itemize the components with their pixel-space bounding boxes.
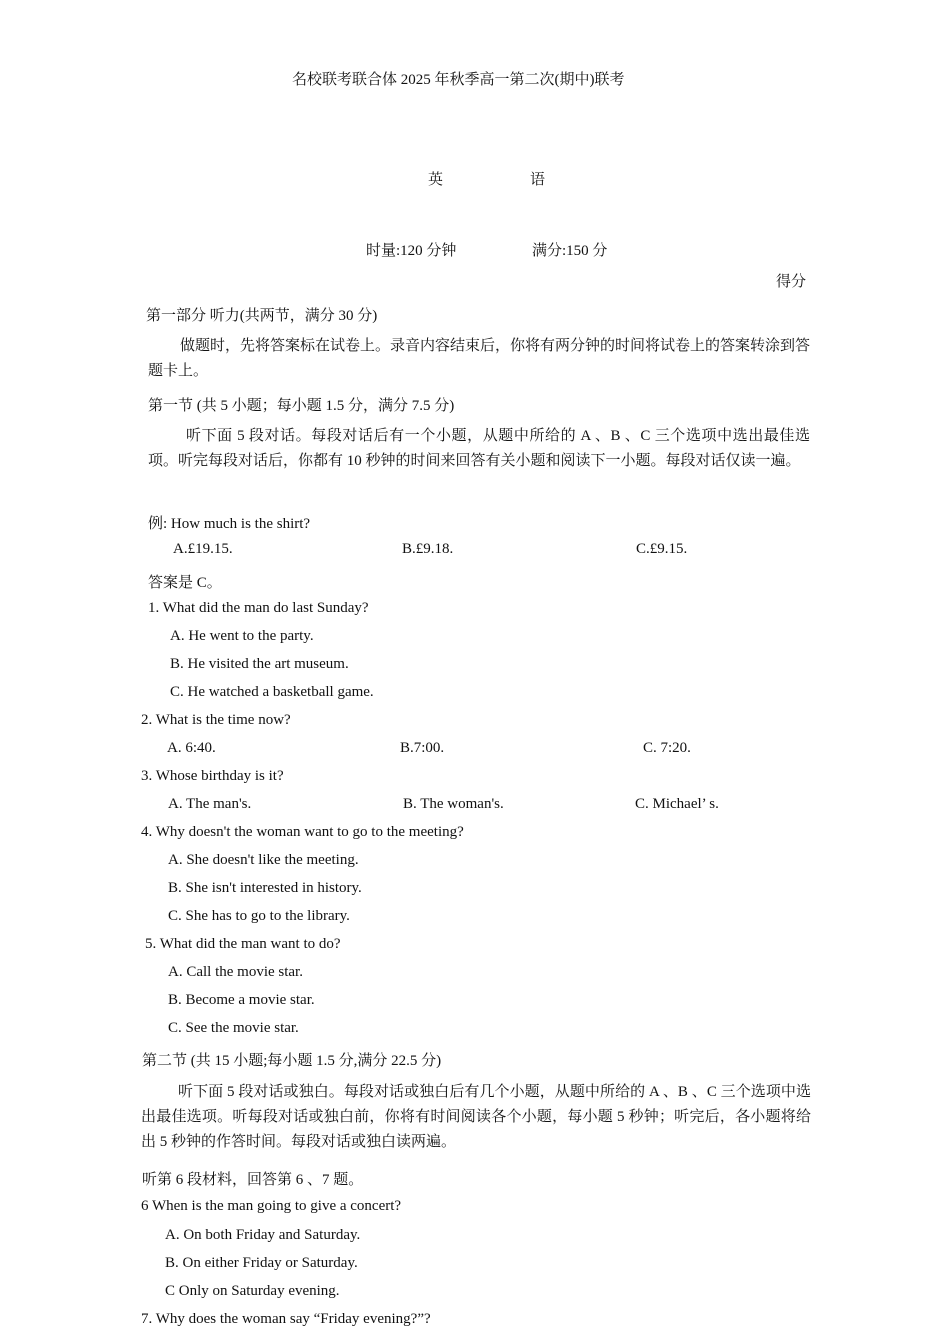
example-option-b: B.£9.18. xyxy=(402,541,454,557)
q1-option-c: C. He watched a basketball game. xyxy=(170,684,374,700)
q6-option-b: B. On either Friday or Saturday. xyxy=(165,1255,358,1271)
q6-option-c: C Only on Saturday evening. xyxy=(165,1283,340,1299)
q4-option-a: A. She doesn't like the meeting. xyxy=(168,852,359,868)
question-5: 5. What did the man want to do? xyxy=(145,936,341,952)
section2-instruction: 听下面 5 段对话或独白。每段对话或独白后有几个小题，从题中所给的 A 、B 、C 三个选项中选出最佳选项。听每段对话或独白前，你将有时间阅读各个小题，每小题 5 秒钟；听完后，各小题将给出 5 秒钟的作答时间。每段对话或独白读两遍。 xyxy=(141,1084,811,1150)
full-score: 满分:150 分 xyxy=(532,243,608,259)
q5-option-a: A. Call the movie star. xyxy=(168,964,303,980)
question-4: 4. Why doesn't the woman want to go to the meeting? xyxy=(141,824,464,840)
example-answer: 答案是 C。 xyxy=(148,575,222,591)
example-option-c: C.£9.15. xyxy=(636,541,688,557)
q5-option-b: B. Become a movie star. xyxy=(168,992,315,1008)
example-question: 例: How much is the shirt? xyxy=(148,516,311,532)
q3-option-c: C. Michael’ s. xyxy=(635,796,719,812)
subject-char-1: 英 xyxy=(428,172,444,188)
question-7: 7. Why does the woman say “Friday evening?”? xyxy=(141,1311,431,1327)
material-6-heading: 听第 6 段材料，回答第 6 、7 题。 xyxy=(142,1172,364,1188)
section2-title: 第二节 (共 15 小题;每小题 1.5 分,满分 22.5 分) xyxy=(142,1053,442,1069)
part1-instruction: 做题时，先将答案标在试卷上。录音内容结束后，你将有两分钟的时间将试卷上的答案转涂到答题卡上。 xyxy=(148,338,811,379)
section1-instruction: 听下面 5 段对话。每段对话后有一个小题，从题中所给的 A 、B 、C 三个选项中选出最佳选项。听完每段对话后，你都有 10 秒钟的时间来回答有关小题和阅读下一小题。每段对话仅读一遍。 xyxy=(148,428,810,469)
q5-option-c: C. See the movie star. xyxy=(168,1020,299,1036)
q3-option-a: A. The man's. xyxy=(168,796,252,812)
q2-option-b: B.7:00. xyxy=(400,740,445,756)
question-6: 6 When is the man going to give a concert? xyxy=(141,1198,402,1214)
question-2: 2. What is the time now? xyxy=(141,712,291,728)
section1-title: 第一节 (共 5 小题；每小题 1.5 分，满分 7.5 分) xyxy=(148,398,455,414)
q1-option-a: A. He went to the party. xyxy=(170,628,314,644)
q4-option-b: B. She isn't interested in history. xyxy=(168,880,362,896)
q6-option-a: A. On both Friday and Saturday. xyxy=(165,1227,361,1243)
q3-option-b: B. The woman's. xyxy=(403,796,504,812)
question-1: 1. What did the man do last Sunday? xyxy=(148,600,369,616)
part1-title: 第一部分 听力(共两节，满分 30 分) xyxy=(146,308,378,324)
exam-title: 名校联考联合体 2025 年秋季高一第二次(期中)联考 xyxy=(292,72,625,88)
question-3: 3. Whose birthday is it? xyxy=(141,768,284,784)
example-option-a: A.£19.15. xyxy=(173,541,233,557)
q2-option-c: C. 7:20. xyxy=(643,740,691,756)
time-limit: 时量:120 分钟 xyxy=(366,243,457,259)
subject-char-2: 语 xyxy=(530,172,546,188)
q2-option-a: A. 6:40. xyxy=(167,740,216,756)
q4-option-c: C. She has to go to the library. xyxy=(168,908,350,924)
q1-option-b: B. He visited the art museum. xyxy=(170,656,349,672)
score-label: 得分 xyxy=(776,274,807,290)
